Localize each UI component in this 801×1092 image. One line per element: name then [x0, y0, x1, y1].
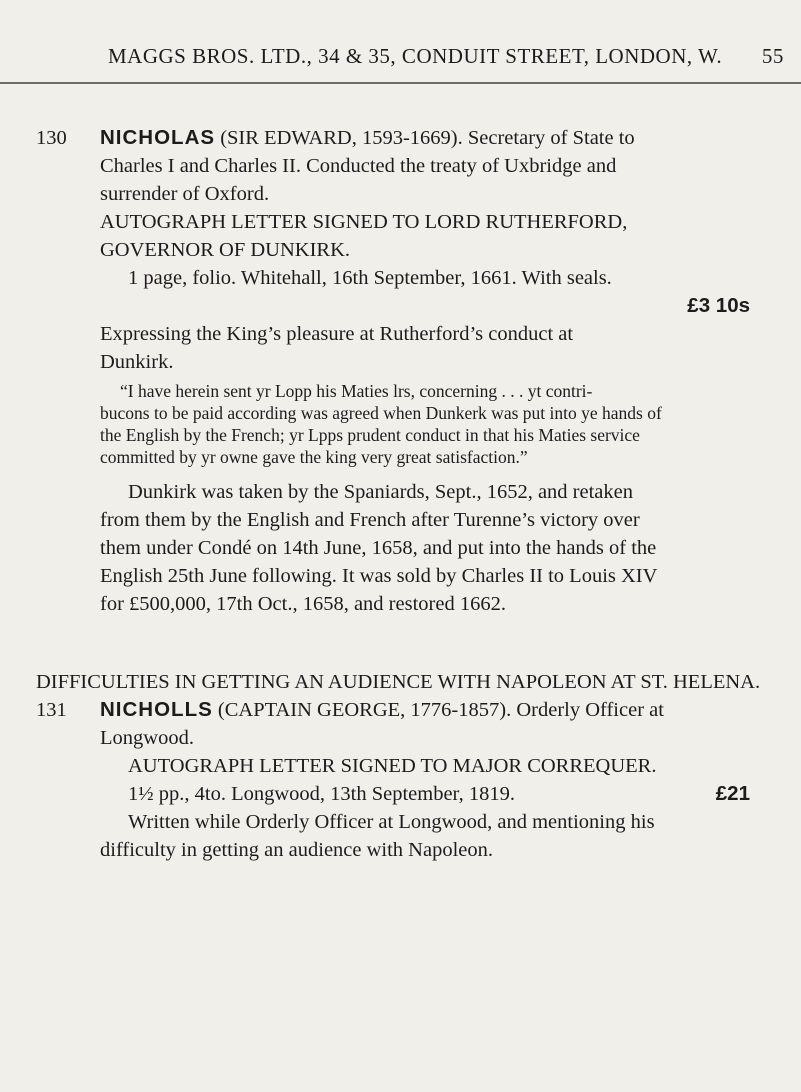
note-line: from them by the English and French after Turenne’s victory over	[100, 509, 640, 531]
item-details: 1 page, folio. Whitehall, 16th September, 1661. With seals.	[128, 267, 612, 289]
lot-name: NICHOLLS	[100, 698, 213, 721]
quote-line: committed by yr owne gave the king very great satisfaction.”	[100, 447, 528, 467]
lot-131	[36, 696, 796, 868]
quote-line: the English by the French; yr Lpps prudent conduct in that his Maties service	[100, 425, 640, 445]
lot-130	[36, 124, 796, 618]
item-title-cont: GOVERNOR OF DUNKIRK.	[100, 239, 350, 261]
lot-description: (SIR EDWARD, 1593-1669). Secretary of State to	[220, 127, 635, 149]
lot-description-cont: Charles I and Charles II. Conducted the treaty of Uxbridge and	[100, 155, 617, 177]
note-line: English 25th June following. It was sold by Charles II to Louis XIV	[100, 565, 658, 587]
note-line: Dunkirk was taken by the Spaniards, Sept., 1652, and retaken	[128, 481, 633, 503]
header-title: MAGGS BROS. LTD., 34 & 35, CONDUIT STREET, LONDON, W.	[108, 44, 723, 68]
item-price: £21	[715, 782, 750, 805]
lot-name: NICHOLAS	[100, 126, 216, 149]
header-rule	[0, 82, 801, 84]
item-title: AUTOGRAPH LETTER SIGNED TO MAJOR CORREQUER.	[128, 755, 657, 777]
item-summary: Written while Orderly Officer at Longwood, and mentioning his	[128, 811, 655, 833]
lot-number: 131	[36, 699, 67, 721]
note-line: them under Condé on 14th June, 1658, and put into the hands of the	[100, 537, 657, 559]
item-summary: Expressing the King’s pleasure at Rutherford’s conduct at	[100, 323, 574, 345]
item-details: 1½ pp., 4to. Longwood, 13th September, 1819.	[128, 783, 515, 805]
quote-line: “I have herein sent yr Lopp his Maties lrs, concerning . . . yt contri-	[120, 381, 593, 401]
lot-description-cont: surrender of Oxford.	[100, 183, 270, 205]
item-title: AUTOGRAPH LETTER SIGNED TO LORD RUTHERFORD,	[100, 211, 628, 233]
item-summary-cont: difficulty in getting an audience with Napoleon.	[100, 839, 494, 861]
page-header	[108, 44, 784, 69]
quote-line: bucons to be paid according was agreed when Dunkerk was put into ye hands of	[100, 403, 662, 423]
item-price: £3 10s	[687, 294, 750, 317]
section-heading: DIFFICULTIES IN GETTING AN AUDIENCE WITH NAPOLEON AT ST. HELENA.	[36, 671, 761, 693]
section-heading-block	[36, 668, 796, 696]
note-line: for £500,000, 17th Oct., 1658, and restored 1662.	[100, 593, 506, 615]
item-summary-cont: Dunkirk.	[100, 351, 174, 373]
lot-description-cont: Longwood.	[100, 727, 194, 749]
lot-description: (CAPTAIN GEORGE, 1776-1857). Orderly Officer at	[217, 699, 664, 721]
page-number: 55	[761, 44, 784, 68]
lot-number: 130	[36, 127, 67, 149]
